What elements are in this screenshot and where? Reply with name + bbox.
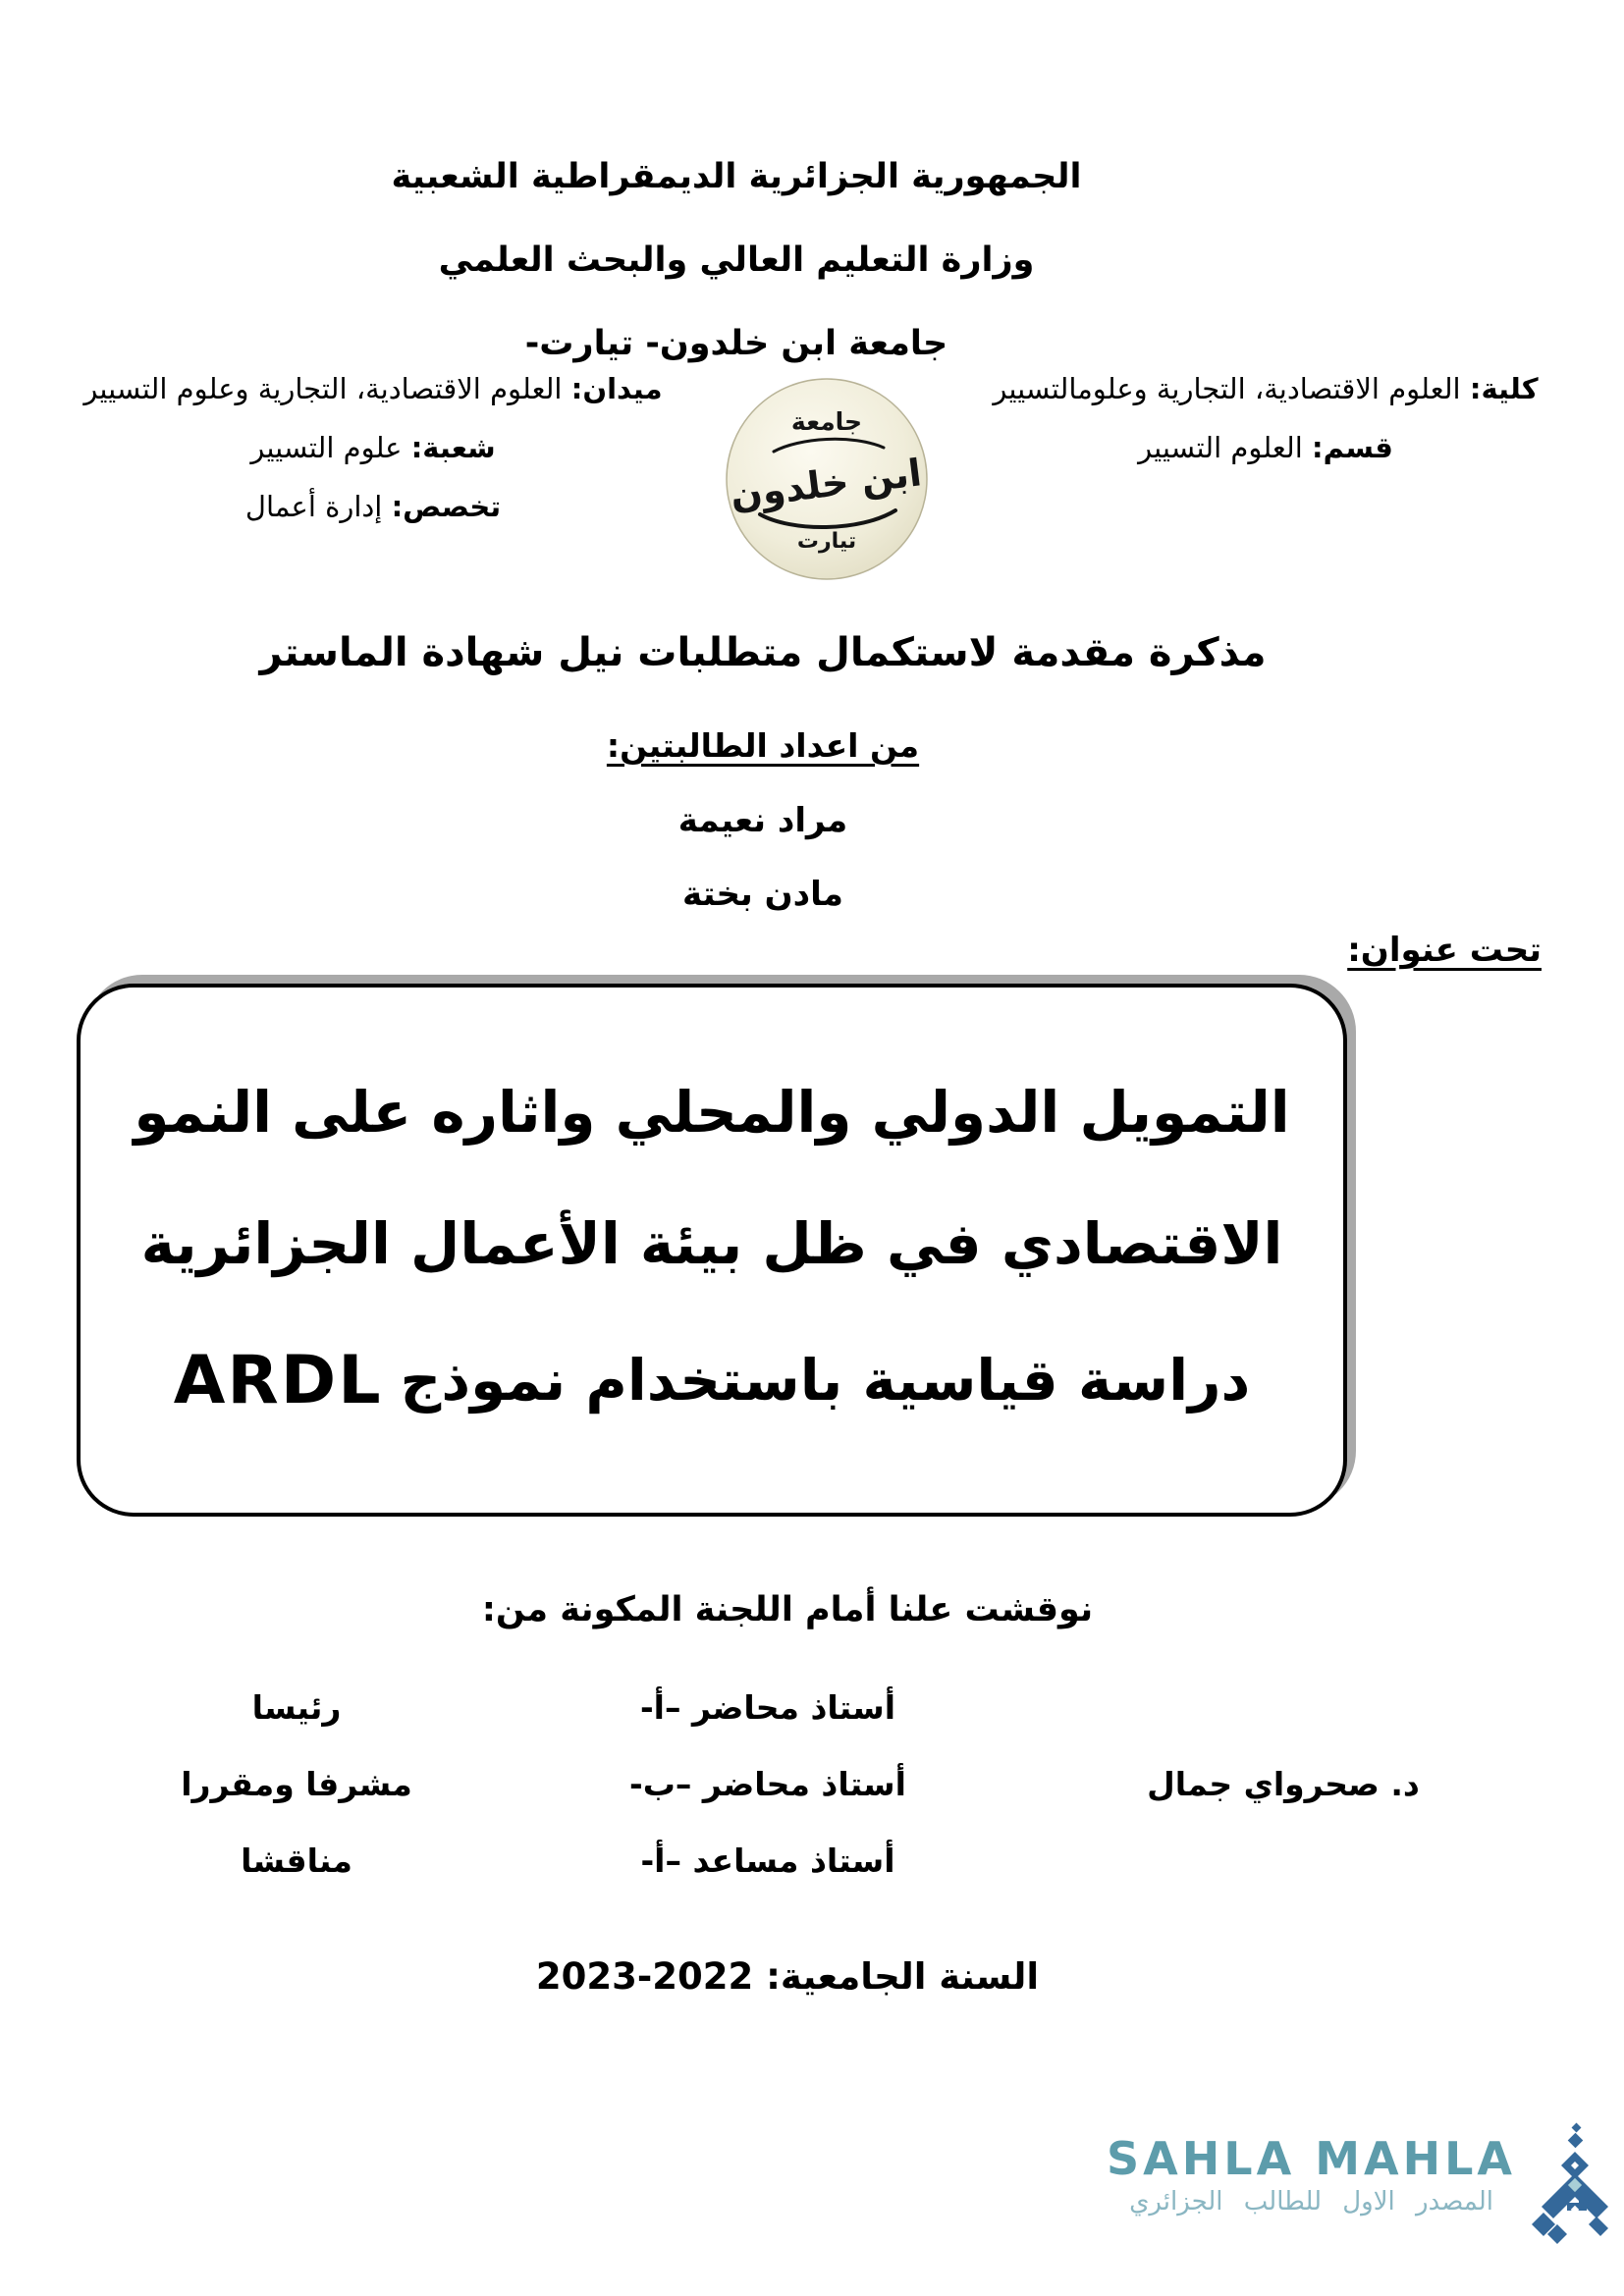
student-name-1: مراد نعيمة — [677, 801, 848, 840]
department-label: قسم: — [1312, 431, 1393, 464]
committee-member-rank: أستاذ محاضر –ب- — [629, 1764, 906, 1803]
branch-value: علوم التسيير — [250, 431, 403, 464]
under-title-label: تحت عنوان: — [1347, 931, 1542, 970]
field-label: ميدان: — [570, 372, 663, 405]
field-line — [69, 359, 677, 418]
branch-line — [69, 418, 677, 477]
republic-line: الجمهورية الجزائرية الديمقراطية الشعبية — [391, 157, 1082, 196]
committee-member-role: رئيسا — [251, 1687, 342, 1727]
university-line: جامعة ابن خلدون- تيارت- — [524, 324, 948, 363]
university-seal-icon — [723, 375, 931, 583]
under-title-line — [1347, 931, 1542, 970]
seal-word-top: جامعة — [790, 407, 863, 436]
committee-row — [76, 1745, 1548, 1822]
faculty-department-block — [976, 359, 1555, 477]
faculty-label: كلية: — [1469, 372, 1539, 405]
thesis-title-line-3-arabic: دراسة قياسية باستخدام نموذج — [400, 1347, 1251, 1415]
sahla-mahla-calligraphy-icon — [1518, 2122, 1612, 2248]
thesis-title-model-name: ARDL — [173, 1342, 383, 1420]
field-branch-specialty-block — [69, 359, 677, 536]
prepared-by-line — [125, 726, 1401, 765]
branch-label: شعبة: — [410, 431, 496, 464]
prepared-by-label: من اعداد الطالبتين: — [606, 726, 920, 765]
committee-member-role: مناقشا — [241, 1841, 352, 1880]
field-value: العلوم الاقتصادية، التجارية وعلوم التسيير — [83, 372, 563, 405]
academic-year-label: السنة الجامعية: — [766, 1955, 1040, 1998]
specialty-value: إدارة أعمال — [244, 490, 383, 523]
committee-table — [76, 1669, 1548, 1898]
committee-member-role: مشرفا ومقررا — [181, 1764, 412, 1803]
thesis-title-line-3 — [174, 1341, 1250, 1421]
specialty-label: تخصص: — [391, 490, 502, 523]
students-list — [125, 797, 1401, 918]
faculty-line — [976, 359, 1555, 418]
memo-purpose-line: مذكرة مقدمة لاستكمال متطلبات نيل شهادة الماستر — [259, 630, 1267, 675]
academic-year-line — [125, 1955, 1450, 1998]
specialty-line — [69, 477, 677, 536]
department-value: العلوم التسيير — [1138, 431, 1303, 464]
committee-member-rank: أستاذ مساعد –أ- — [640, 1841, 895, 1880]
faculty-value: العلوم الاقتصادية، التجارية وعلومالتسيير — [993, 372, 1461, 405]
government-header — [98, 135, 1375, 386]
thesis-title-line-1: التمويل الدولي والمحلي واثاره على النمو — [134, 1079, 1290, 1147]
committee-heading: نوقشت علنا أمام اللجنة المكونة من: — [481, 1590, 1094, 1629]
thesis-title-box — [77, 984, 1347, 1517]
sahla-mahla-watermark — [1107, 2122, 1612, 2248]
academic-year-value: 2023-2022 — [535, 1955, 754, 1998]
committee-row — [76, 1669, 1548, 1745]
student-name-2: مادن بختة — [682, 875, 843, 914]
committee-member-rank: أستاذ محاضر –أ- — [639, 1687, 896, 1727]
thesis-title-line-2: الاقتصادي في ظل بيئة الأعمال الجزائرية — [140, 1209, 1283, 1277]
seal-word-middle: ابن خلدون — [728, 451, 924, 517]
sahla-mahla-tagline: المصدر الاول للطالب الجزائري — [1129, 2187, 1493, 2216]
sahla-mahla-name: SAHLA MAHLA — [1107, 2132, 1516, 2185]
affiliation-row — [69, 359, 1555, 583]
committee-row — [76, 1822, 1548, 1898]
committee-member-name: د. صحرواي جمال — [1147, 1764, 1420, 1803]
sahla-mahla-text — [1107, 2122, 1516, 2216]
department-line — [976, 418, 1555, 477]
ministry-line: وزارة التعليم العالي والبحث العلمي — [438, 240, 1035, 280]
seal-word-bottom: تيارت — [796, 529, 857, 554]
